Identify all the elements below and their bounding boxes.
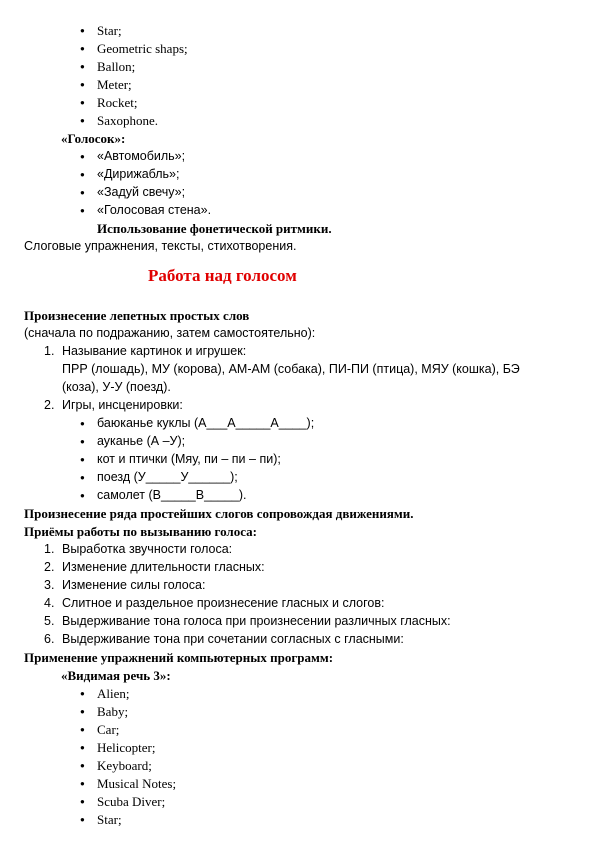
- section-heading: Произнесение ряда простейших слогов сопровождая движениями.: [24, 506, 414, 521]
- item-text: Изменение силы голоса:: [62, 578, 206, 592]
- item-number: 3.: [44, 578, 55, 592]
- list-item: ● Baby;: [97, 703, 128, 721]
- item-text: Слитное и раздельное произнесение гласных и слогов:: [62, 596, 385, 610]
- section-subtext: (сначала по подражанию, затем самостоятельно):: [24, 326, 316, 340]
- item-text: Называние картинок и игрушек:: [62, 344, 247, 358]
- list-item: ● «Голосовая стена».: [97, 202, 211, 220]
- item-continuation: (коза), У-У (поезд).: [62, 380, 171, 394]
- golosok-heading: «Голосок»:: [61, 131, 126, 146]
- item-text: Игры, инсценировки:: [62, 398, 183, 412]
- numbered-item: [44, 613, 451, 631]
- vidimaya-heading: «Видимая речь 3»:: [61, 668, 171, 683]
- numbered-item: [44, 577, 206, 595]
- item-number: 1.: [44, 542, 55, 556]
- item-continuation: ПРР (лошадь), МУ (корова), АМ-АМ (собака), ПИ-ПИ (птица), МЯУ (кошка), БЭ: [62, 362, 520, 376]
- item-number: 2.: [44, 560, 55, 574]
- item-number: 1.: [44, 344, 55, 358]
- item-number: 2.: [44, 398, 55, 412]
- item-number: 4.: [44, 596, 55, 610]
- list-item: ● Meter;: [97, 76, 132, 94]
- syllable-text: Слоговые упражнения, тексты, стихотворения.: [24, 239, 297, 253]
- list-item: ● поезд (У_____У______);: [97, 469, 238, 487]
- numbered-item: [44, 559, 265, 577]
- list-item: ● Saxophone.: [97, 112, 158, 130]
- list-item: ● Keyboard;: [97, 757, 152, 775]
- list-item: ● Car;: [97, 721, 119, 739]
- list-item: ● Star;: [97, 22, 122, 40]
- numbered-item: [44, 541, 233, 559]
- list-item: ● Alien;: [97, 685, 130, 703]
- list-item: ● Helicopter;: [97, 739, 155, 757]
- phonetic-heading: Использование фонетической ритмики.: [97, 221, 332, 236]
- list-item: ● ауканье (А –У);: [97, 433, 185, 451]
- list-item: ● «Автомобиль»;: [97, 148, 185, 166]
- section-heading: Произнесение лепетных простых слов: [24, 308, 250, 323]
- item-text: Выдерживание тона при сочетании согласных с гласными:: [62, 632, 404, 646]
- list-item: ● Ballon;: [97, 58, 135, 76]
- list-item: ● Musical Notes;: [97, 775, 176, 793]
- numbered-item: [44, 595, 385, 613]
- list-item: ● «Дирижабль»;: [97, 166, 179, 184]
- list-item: ● Star;: [97, 811, 122, 829]
- numbered-item: [44, 343, 247, 361]
- list-item: ● Rocket;: [97, 94, 137, 112]
- section-heading: Приёмы работы по вызыванию голоса:: [24, 524, 257, 539]
- section-title: Работа над голосом: [148, 266, 297, 285]
- list-item: ● самолет (В_____В_____).: [97, 487, 247, 505]
- item-number: 5.: [44, 614, 55, 628]
- list-item: ● баюканье куклы (А___А_____А____);: [97, 415, 314, 433]
- numbered-item: [44, 397, 183, 415]
- list-item: ● Scuba Diver;: [97, 793, 165, 811]
- numbered-item: [44, 631, 404, 649]
- list-item: ● кот и птички (Мяу, пи – пи – пи);: [97, 451, 281, 469]
- item-text: Выработка звучности голоса:: [62, 542, 233, 556]
- list-item: ● «Задуй свечу»;: [97, 184, 185, 202]
- item-text: Выдерживание тона голоса при произнесении различных гласных:: [62, 614, 451, 628]
- item-number: 6.: [44, 632, 55, 646]
- section-heading: Применение упражнений компьютерных программ:: [24, 650, 334, 665]
- list-item: ● Geometric shaps;: [97, 40, 188, 58]
- item-text: Изменение длительности гласных:: [62, 560, 265, 574]
